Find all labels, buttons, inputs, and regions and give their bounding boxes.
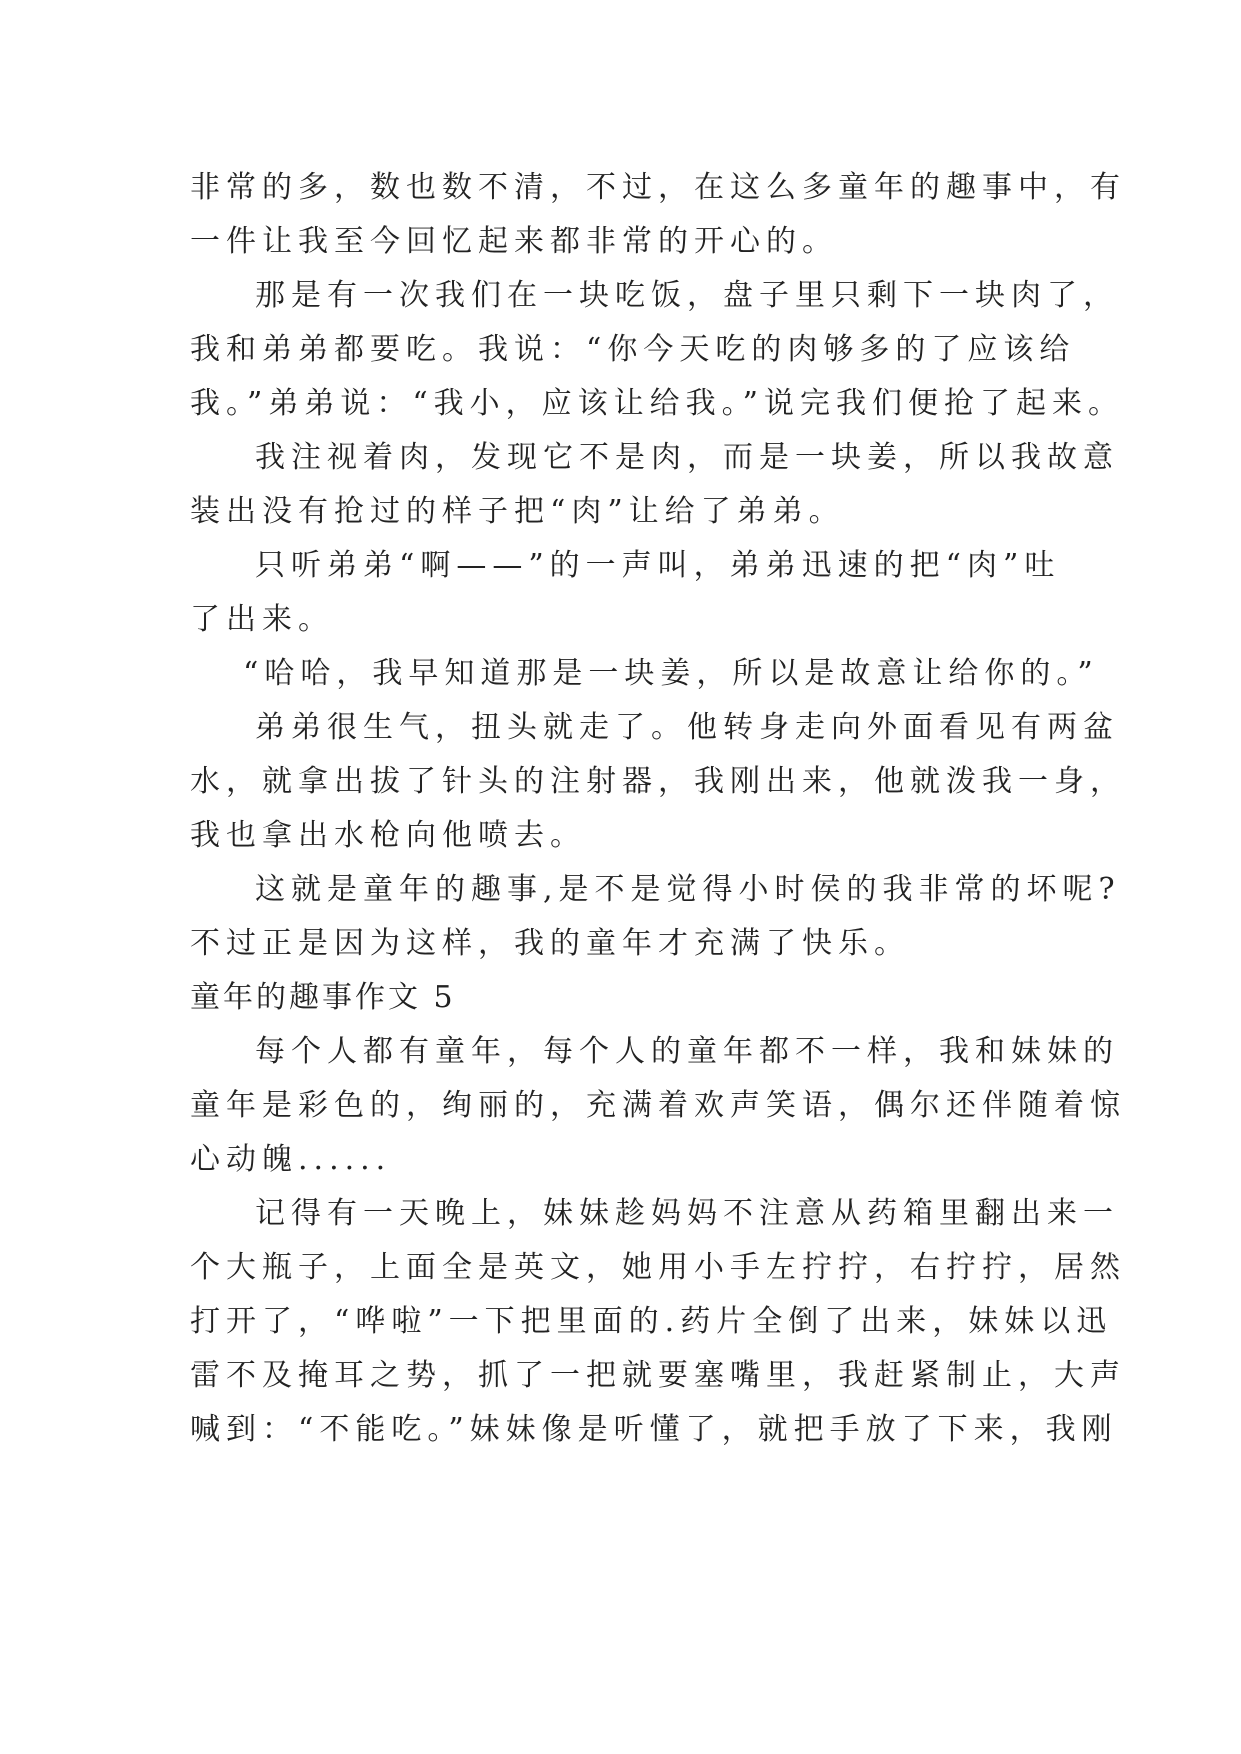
text-line: 我也拿出水枪向他喷去。 — [190, 818, 586, 853]
text-line: 水，就拿出拔了针头的注射器，我刚出来，他就泼我一身， — [190, 764, 1126, 799]
text-line: 弟弟很生气，扭头就走了。他转身走向外面看见有两盆 — [255, 710, 1119, 745]
text-line: 记得有一天晚上，妹妹趁妈妈不注意从药箱里翻出来一 — [255, 1196, 1119, 1231]
text-line: “哈哈，我早知道那是一块姜，所以是故意让给你的。” — [243, 656, 1099, 691]
text-line: 装出没有抢过的样子把“肉”让给了弟弟。 — [190, 494, 845, 529]
text-line: 这就是童年的趣事,是不是觉得小时侯的我非常的坏呢? — [255, 872, 1121, 907]
text-line: 我。”弟弟说：“我小，应该让给我。”说完我们便抢了起来。 — [190, 386, 1125, 421]
section-heading: 童年的趣事作文 5 — [190, 980, 456, 1015]
text-line: 我注视着肉，发现它不是肉，而是一块姜，所以我故意 — [255, 440, 1119, 475]
text-line: 雷不及掩耳之势，抓了一把就要塞嘴里，我赶紧制止，大声 — [190, 1358, 1126, 1393]
text-line: 每个人都有童年，每个人的童年都不一样，我和妹妹的 — [255, 1034, 1119, 1069]
text-line: 一件让我至今回忆起来都非常的开心的。 — [190, 224, 838, 259]
text-line: 我和弟弟都要吃。我说：“你今天吃的肉够多的了应该给 — [190, 332, 1076, 367]
text-line: 不过正是因为这样，我的童年才充满了快乐。 — [190, 926, 910, 961]
text-line: 童年是彩色的，绚丽的，充满着欢声笑语，偶尔还伴随着惊 — [190, 1088, 1126, 1123]
text-line: 了出来。 — [190, 602, 334, 637]
text-line: 打开了，“哗啦”一下把里面的.药片全倒了出来，妹妹以迅 — [190, 1304, 1113, 1339]
text-line: 心动魄...... — [190, 1142, 392, 1177]
text-line: 那是有一次我们在一块吃饭，盘子里只剩下一块肉了， — [255, 278, 1119, 313]
text-line: 非常的多，数也数不清，不过，在这么多童年的趣事中，有 — [190, 170, 1126, 205]
text-line: 喊到：“不能吃。”妹妹像是听懂了，就把手放了下来，我刚 — [190, 1412, 1118, 1447]
text-line: 只听弟弟“啊——”的一声叫，弟弟迅速的把“肉”吐 — [255, 548, 1061, 583]
text-line: 个大瓶子，上面全是英文，她用小手左拧拧，右拧拧，居然 — [190, 1250, 1126, 1285]
